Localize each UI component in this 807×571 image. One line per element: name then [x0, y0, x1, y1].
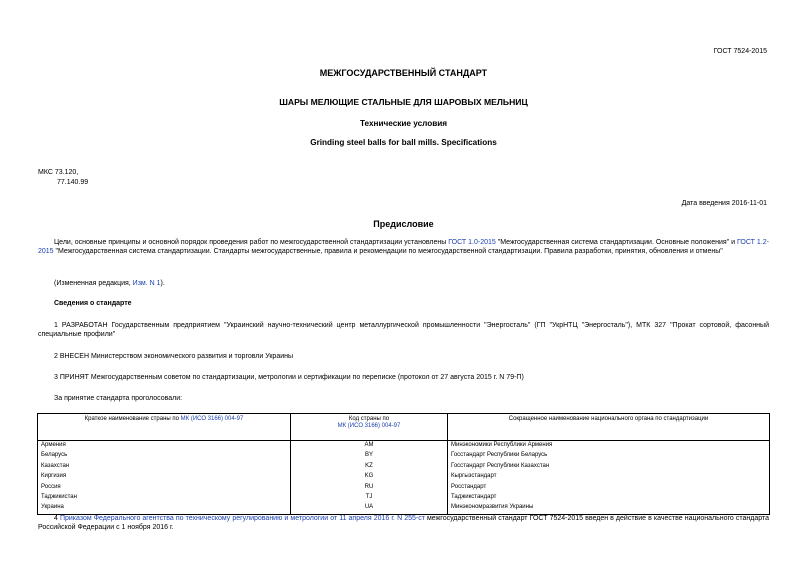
cell-country: Украина: [38, 503, 291, 514]
cell-code: BY: [291, 451, 448, 461]
cell-code: UA: [291, 503, 448, 514]
cell-country: Россия: [38, 483, 291, 493]
header-country-text: Краткое наименование страны по: [84, 416, 181, 422]
voted-label: За принятие стандарта проголосовали:: [54, 395, 183, 402]
table-row: [38, 503, 770, 514]
edition-text-b: ).: [160, 280, 165, 287]
foreword-text-c: "Межгосударственная система стандартизации. Стандарты межгосударственные, правила и рекомендации по межгосударственной стандартизации. Правила разработки, принятия, обновления и отмены": [53, 248, 723, 256]
gost-1-2-link[interactable]: ГОСТ 1.2-2015: [38, 239, 769, 256]
edition-note: [38, 279, 769, 288]
table-row: [38, 462, 770, 472]
foreword-text-b: "Межгосударственная система стандартизации. Основные положения" и: [495, 239, 738, 246]
cell-country: Киргизия: [38, 472, 291, 482]
foreword-paragraph: [38, 238, 769, 257]
table-row: [38, 493, 770, 503]
document-title: ШАРЫ МЕЛЮЩИЕ СТАЛЬНЫЕ ДЛЯ ШАРОВЫХ МЕЛЬНИЦ: [279, 97, 528, 107]
cell-body: Госстандарт Республики Казахстан: [448, 462, 770, 472]
cell-body: Таджикстандарт: [448, 493, 770, 503]
item-enacted: [38, 514, 769, 533]
item4-number: 4: [54, 515, 60, 522]
mks-code-line2: 77.140.99: [57, 179, 89, 186]
cell-code: TJ: [291, 493, 448, 503]
cell-body: Минэкономразвития Украины: [448, 503, 770, 514]
cell-country: Таджикистан: [38, 493, 291, 503]
cell-country: Армения: [38, 441, 291, 452]
item-adopted: 3 ПРИНЯТ Межгосударственным советом по стандартизации, метрологии и сертификации по переписке (протокол от 27 августа 2015 г. N 79-П): [54, 374, 524, 381]
edition-text-a: (Измененная редакция,: [54, 280, 133, 287]
cell-body: Кыргызстандарт: [448, 472, 770, 482]
table-row: [38, 483, 770, 493]
item-submitted: 2 ВНЕСЕН Министерством экономического развития и торговли Украины: [54, 353, 294, 360]
voting-states-table: [37, 413, 770, 515]
cell-body: Минэкономики Республики Армения: [448, 441, 770, 452]
mk-iso-link[interactable]: МК (ИСО 3166) 004-97: [180, 416, 244, 422]
mk-iso-link-code[interactable]: МК (ИСО 3166) 004-97: [337, 422, 401, 429]
gost-1-0-link[interactable]: ГОСТ 1.0-2015: [448, 239, 496, 246]
amendment-link[interactable]: Изм. N 1: [132, 280, 161, 287]
column-header-country: [38, 414, 291, 441]
table-row: [38, 451, 770, 461]
cell-code: AM: [291, 441, 448, 452]
cell-country: Казахстан: [38, 462, 291, 472]
document-subtitle: Технические условия: [359, 119, 448, 128]
item4-text: межгосударственный стандарт ГОСТ 7524-2015 введен в действие в качестве национального стандарта Российской Федерации с 1 ноября 2016 г.: [38, 515, 770, 532]
mks-code-line1: МКС 73.120,: [38, 169, 79, 176]
foreword-text-a: Цели, основные принципы и основной порядок проведения работ по межгосударственной стандартизации установлены: [54, 239, 449, 246]
cell-body: Госстандарт Республики Беларусь: [448, 451, 770, 461]
cell-country: Беларусь: [38, 451, 291, 461]
cell-code: RU: [291, 483, 448, 493]
table-body: [38, 441, 770, 515]
column-header-code: [291, 414, 448, 441]
foreword-heading: Предисловие: [373, 219, 434, 229]
standard-type: МЕЖГОСУДАРСТВЕННЫЙ СТАНДАРТ: [319, 68, 488, 78]
cell-code: KZ: [291, 462, 448, 472]
cell-code: KG: [291, 472, 448, 482]
table-row: [38, 472, 770, 482]
introduction-date: Дата введения 2016-11-01: [681, 200, 767, 207]
standard-info-heading: Сведения о стандарте: [54, 300, 132, 307]
document-code: ГОСТ 7524-2015: [713, 48, 767, 55]
rosstandart-order-link[interactable]: Приказом Федерального агентства по техническому регулированию и метрологии от 11 апреля 2016 г. N 255-ст: [59, 515, 425, 522]
item-developed: 1 РАЗРАБОТАН Государственным предприятием "Украинский научно-технический центр металлургической промышленности "Энергосталь" (ГП "УкрНТЦ "Энергосталь"), МТК 327 "Прокат сортовой, фасонный специальные профили": [38, 322, 769, 339]
header-code-text: Код страны по: [348, 416, 390, 422]
column-header-body: Сокращенное наименование национального органа по стандартизации: [448, 414, 770, 441]
table-row: [38, 441, 770, 452]
cell-body: Росстандарт: [448, 483, 770, 493]
table-header-row: [38, 414, 770, 441]
document-title-en: Grinding steel balls for ball mills. Specifications: [310, 138, 497, 147]
